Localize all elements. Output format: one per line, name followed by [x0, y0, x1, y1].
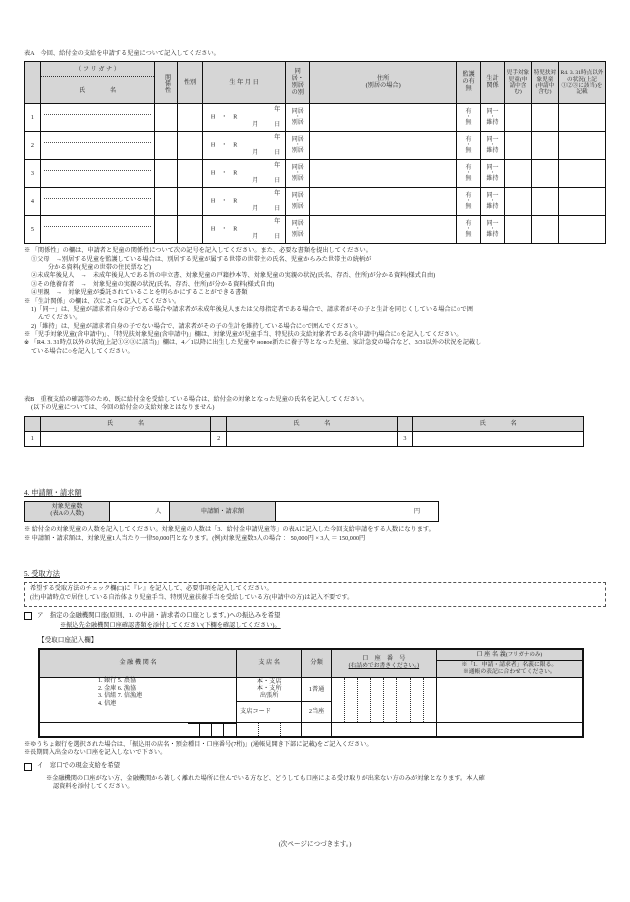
name-input-cell[interactable]: [226, 431, 397, 446]
name-input-cell[interactable]: [40, 160, 154, 188]
address-sub-label: (別居の場合): [365, 81, 401, 89]
r4-status-cell[interactable]: [558, 160, 605, 188]
kango-select-cell[interactable]: [457, 160, 481, 188]
kango-opt-b: 無: [465, 204, 472, 211]
tokuji-cell[interactable]: [531, 132, 558, 160]
dot-sep: ・: [295, 115, 301, 121]
instructions-box: [24, 582, 606, 607]
bank-type-option[interactable]: 3. 信組 7. 信漁連: [98, 693, 143, 700]
note-line: ③その他養育者 → 対象児童の実親の状況(氏名、存否、住所)が分かる資料(様式自由): [31, 280, 275, 288]
dokyo-opt-a: 同居: [291, 165, 304, 172]
name-input-cell[interactable]: [40, 188, 154, 216]
bunrui-touza-cell[interactable]: [302, 702, 332, 722]
section-4-title: 4. 申請額・請求額: [24, 489, 82, 497]
rowno-header: [25, 416, 41, 431]
relation-label: 関係性: [163, 73, 171, 93]
dot-sep: ・: [490, 171, 496, 177]
row-number: 5: [25, 216, 41, 244]
dokyo-select-cell[interactable]: [286, 188, 310, 216]
seikei-opt-b: 維持: [486, 204, 499, 211]
relation-input-cell[interactable]: [155, 104, 178, 132]
option-b-subnote-1: ※金融機関の口座がない方、金融機関から著しく離れた場所に住んでいる方など、どうしても口座による受け取りが出来ない方のみが対象となります。本人確: [46, 774, 485, 782]
seikei-opt-b: 維持: [486, 232, 499, 239]
dot-sep: ・: [295, 199, 301, 205]
tokuji-cell[interactable]: [531, 216, 558, 244]
kango-opt-a: 有: [465, 193, 472, 200]
holder-note-1: ※「1．申請・請求者」名義に限る。: [461, 662, 558, 669]
relation-input-cell[interactable]: [155, 216, 178, 244]
relation-header: [155, 62, 178, 104]
dokyo-opt-a: 同居: [291, 193, 304, 200]
account-number-input-cell[interactable]: [331, 677, 436, 722]
dot-sep: ・: [295, 227, 301, 233]
instruction-line: 希望する受取方法のチェック欄(□)に『レ』を記入して、必要事項を記入してください。: [30, 585, 273, 593]
name-header: 氏 名: [413, 416, 584, 431]
dob-era: H ・ R: [210, 226, 238, 233]
dob-month: 月: [252, 150, 259, 157]
note-line: ※ 申請額・請求額は、対象児童1人当たり一律50,000円となります。(例)対象児童数3人の場合 ： 50,000円 × 3人 ＝ 150,000円: [24, 535, 366, 543]
name-label: 氏 名: [78, 86, 117, 94]
sex-input-cell[interactable]: [178, 160, 203, 188]
dot-sep: ・: [466, 227, 472, 233]
nin-unit: 人: [155, 507, 162, 515]
r4-status-header: [558, 62, 605, 104]
dot-sep: ・: [295, 171, 301, 177]
bank-name-input-cell[interactable]: [40, 677, 237, 722]
jidou-teate-cell[interactable]: [504, 104, 531, 132]
seikei-select-cell[interactable]: [481, 132, 505, 160]
branch-line: 本・支店: [256, 677, 282, 685]
table-a-notes: [24, 247, 606, 356]
seikei-opt-b: 維持: [486, 148, 499, 155]
sex-input-cell[interactable]: [178, 216, 203, 244]
tableb-caption: 表B 重複支給の確認等のため、既に給付金を受給している場合は、給付金の対象となった児童の氏名を記入してください。: [24, 396, 369, 403]
jidou-teate-cell[interactable]: [504, 132, 531, 160]
dob-day: 日: [274, 178, 281, 185]
dokyo-select-cell[interactable]: [286, 216, 310, 244]
bank-account-box: [38, 648, 584, 738]
bunrui-header: 分類: [302, 649, 332, 677]
kango-label: 監護の有無: [462, 71, 475, 93]
dob-year: 年: [274, 163, 281, 170]
note-line: ②未成年後見人 → 未成年後見人である旨の申立書、対象児童の戸籍抄本等、対象児童の実親の状況(氏名、存否、住所)が分かる資料(様式自由): [31, 272, 436, 280]
note-line: ※ 「関係性」の欄は、申請者と児童の関係性について次の記号を記入してください。また、必要な書類を提出してください。: [24, 247, 372, 255]
row-number: 2: [211, 431, 227, 446]
dob-month: 月: [252, 206, 259, 213]
bank-code-digit-group[interactable]: [40, 723, 236, 736]
kango-select-cell[interactable]: [457, 132, 481, 160]
account-holder-small: (フリガナのみ): [505, 651, 543, 658]
jidou-teate-header: [504, 62, 531, 104]
branch-name-header: 支 店 名: [237, 649, 302, 677]
dot-sep: ・: [466, 143, 472, 149]
kango-opt-b: 無: [465, 232, 472, 239]
seikei-opt-a: 同一: [486, 137, 499, 144]
account-number-header: [331, 649, 436, 677]
dob-era: H ・ R: [210, 114, 238, 121]
bank-type-options[interactable]: [40, 678, 236, 710]
option-a-label: ア 指定の金融機関口座(原則、1. の申請・請求者の口座とします。)への振込みを希望: [37, 611, 281, 619]
dot-sep: ・: [490, 227, 496, 233]
seikei-opt-b: 維持: [486, 120, 499, 127]
bunrui-option-touza: 2当座: [308, 708, 325, 716]
child-count-label: 対象児童数: [51, 503, 83, 511]
jidou-teate-cell[interactable]: [504, 188, 531, 216]
branch-line: 本・支所: [256, 684, 282, 692]
dot-sep: ・: [490, 199, 496, 205]
dokyo-select-cell[interactable]: [286, 132, 310, 160]
note-line: ※ゆうちょ銀行を選択された場合は、「振込用の店名・預金種目・口座番号(7桁)」(通帳見開き下部に記載)をご記入ください。: [24, 740, 373, 748]
bank-type-option[interactable]: 2. 金庫 6. 漁協: [98, 685, 137, 692]
kango-opt-a: 有: [465, 109, 472, 116]
dob-input-cell[interactable]: [202, 188, 285, 216]
dokyo-opt-a: 同居: [291, 221, 304, 228]
bank-type-option[interactable]: 1. 銀行 5. 農協: [98, 677, 137, 684]
amount-table: [24, 501, 439, 522]
dokyo-select-cell[interactable]: [286, 104, 310, 132]
row-number: 3: [397, 431, 413, 446]
dokyo-opt-b: 別居: [291, 232, 304, 239]
account-number-sublabel: (右詰めでお書きください。): [348, 663, 420, 670]
sex-input-cell[interactable]: [178, 104, 203, 132]
table-a-children: [24, 61, 606, 244]
name-input-cell[interactable]: [40, 431, 211, 446]
dob-input-cell[interactable]: [202, 104, 285, 132]
dokyo-label: 同居・別居の別: [291, 67, 304, 96]
table-row: [25, 188, 606, 216]
page-footer: (次ページにつづきます。): [278, 841, 352, 848]
dot-sep: ・: [490, 143, 496, 149]
dokyo-select-cell[interactable]: [286, 160, 310, 188]
kango-opt-a: 有: [465, 165, 472, 172]
table-b-existing: [24, 416, 584, 447]
address-label: 住所: [376, 74, 390, 82]
dob-day: 日: [274, 150, 281, 157]
bank-name-header: 金 融 機 関 名: [40, 649, 237, 677]
dob-year: 年: [274, 219, 281, 226]
account-holder-header: [436, 649, 582, 660]
bank-type-option[interactable]: 4. 信連: [98, 701, 117, 708]
dob-month: 月: [252, 234, 259, 241]
address-input-cell[interactable]: [310, 216, 457, 244]
amount-label-cell: 申請額・請求額: [170, 501, 275, 521]
bank-section-title: 【受取口座記入欄】: [38, 636, 98, 644]
kango-opt-b: 無: [465, 176, 472, 183]
name-input-cell[interactable]: [413, 431, 584, 446]
bank-code-cells[interactable]: [40, 722, 237, 736]
dob-day: 日: [274, 122, 281, 129]
note-line: んでください。: [38, 314, 82, 322]
row-number: 2: [25, 132, 41, 160]
note-line: ている場合に○を記入してください。: [31, 347, 134, 355]
bank-code-row: [40, 722, 583, 736]
note-line: ※長期間入出金のない口座を記入しないで下さい。: [24, 748, 167, 756]
instruction-line: (注)申請時点で居住している自治体より児童手当、特別児童扶養手当を受給している方(申請中の方)は記入不要です。: [30, 594, 354, 602]
bank-code-digit[interactable]: [200, 723, 212, 736]
branch-name-input-cell[interactable]: [237, 677, 302, 702]
row-number: 3: [25, 160, 41, 188]
note-line: 2)「維持」は、児童が請求者自身の子でない場合で、請求者がその子の生計を維持している場合に○で囲んでください。: [31, 322, 362, 330]
dokyo-opt-b: 別居: [291, 176, 304, 183]
dob-month: 月: [252, 122, 259, 129]
option-a-row[interactable]: [24, 612, 606, 621]
bunrui-spacer-cell: [302, 722, 332, 736]
dob-era: H ・ R: [210, 170, 238, 177]
table-row: [25, 216, 606, 244]
tokuji-cell[interactable]: [531, 104, 558, 132]
address-input-cell[interactable]: [310, 188, 457, 216]
rowno-header: [397, 416, 413, 431]
row-number: 4: [25, 188, 41, 216]
note-line: ※ 「生計関係」の欄は、次によって記入してください。: [24, 297, 181, 305]
dokyo-opt-b: 別居: [291, 204, 304, 211]
tokuji-label: 特児扶対象児童(申請中含む): [533, 70, 557, 96]
name-header-cell: [40, 62, 154, 104]
seikei-opt-a: 同一: [486, 193, 499, 200]
kango-select-cell[interactable]: [457, 216, 481, 244]
address-input-cell[interactable]: [310, 104, 457, 132]
dot-sep: ・: [466, 115, 472, 121]
checkbox-option-a[interactable]: [24, 612, 32, 620]
account-holder-input-cell[interactable]: [436, 677, 582, 722]
note-line: ④里親 → 対象児童が委託されていることを明らかにすることができる書類: [31, 289, 248, 297]
option-b-row[interactable]: [24, 762, 606, 771]
table-row: [25, 132, 606, 160]
note-line: ①父母 →別居する児童を監護している場合は、別居する児童が属する世帯の世帯主の氏名、児童からみた世帯主の続柄が: [31, 255, 372, 263]
sex-header: 性別: [178, 62, 203, 104]
address-input-cell[interactable]: [310, 160, 457, 188]
bank-code-digit[interactable]: [188, 723, 200, 736]
tokuji-header: [531, 62, 558, 104]
branch-code-cell[interactable]: [237, 702, 302, 722]
kango-opt-b: 無: [465, 148, 472, 155]
relation-input-cell[interactable]: [155, 132, 178, 160]
child-count-sublabel: (表Aの人数): [50, 510, 84, 518]
seikei-opt-a: 同一: [486, 109, 499, 116]
furigana-label: （ フ リ ガ ナ ）: [41, 62, 154, 77]
dob-input-cell[interactable]: [202, 132, 285, 160]
note-line: ※ 給付金の対象児童の人数を記入してください。対象児童の人数は「3．給付金申請児童等」の表Aに記入した今回支給申請をする人数になります。: [24, 525, 435, 533]
r4-status-cell[interactable]: [558, 132, 605, 160]
rowno-header: [211, 416, 227, 431]
tableb-caption-2: (以下の児童については、今回の給付金の支給対象とはなりません): [31, 404, 215, 412]
kango-opt-b: 無: [465, 120, 472, 127]
dokyo-opt-b: 別居: [291, 120, 304, 127]
row-number: 1: [25, 431, 41, 446]
bank-input-row: [40, 677, 583, 702]
dob-month: 月: [252, 178, 259, 185]
sex-input-cell[interactable]: [178, 188, 203, 216]
account-holder-label: 口 座 名 義: [476, 650, 506, 658]
kango-select-cell[interactable]: [457, 188, 481, 216]
kango-select-cell[interactable]: [457, 104, 481, 132]
seikei-label: 生計関係: [486, 74, 499, 89]
holder-spacer-cell: [436, 722, 582, 736]
name-input-cell[interactable]: [40, 104, 154, 132]
option-a-subnote: ※振込先金融機関口座確認書類を添付してください(下欄を確認してください)。: [60, 622, 281, 630]
tokuji-cell[interactable]: [531, 188, 558, 216]
seikei-select-cell[interactable]: [481, 216, 505, 244]
rowno-header: [25, 62, 41, 104]
dob-era: H ・ R: [210, 142, 238, 149]
bank-code-digit[interactable]: [224, 723, 236, 736]
tokuji-cell[interactable]: [531, 160, 558, 188]
branch-line: 出張所: [259, 691, 279, 699]
dokyo-opt-a: 同居: [291, 109, 304, 116]
bank-header-row: [40, 649, 583, 660]
name-input-cell[interactable]: [40, 216, 154, 244]
account-holder-notes: [436, 660, 582, 677]
r4-status-cell[interactable]: [558, 216, 605, 244]
note-line: 1)「同一」は、児童が請求者自身の子である場合や請求者が未成年後見人または父母指定者である場合で、請求者がその子と生計を同じくしている場合に○で囲: [31, 305, 473, 313]
note-line: ※ 「R4. 3. 31時点以外の状況(上記①②③に該当)」欄は、4／1以降に出生した児童や новое新たに養子等となった児童、家計急変の場合など、3/31以外の状況を記載し: [24, 339, 482, 347]
child-count-input[interactable]: [110, 501, 170, 521]
branch-code-digits[interactable]: [237, 722, 302, 736]
kango-header: [457, 62, 481, 104]
dokyo-opt-b: 別居: [291, 148, 304, 155]
dob-year: 年: [274, 107, 281, 114]
name-header: 氏 名: [40, 416, 211, 431]
kango-opt-a: 有: [465, 221, 472, 228]
jidou-teate-label: 児手対象児童(申請中含む): [506, 70, 530, 96]
tablea-caption: 表A 今回、給付金の支給を申請する児童について記入してください。: [24, 50, 220, 57]
address-input-cell[interactable]: [310, 132, 457, 160]
option-b-subnote-2: 認資料を添付してください。: [53, 783, 134, 791]
dot-sep: ・: [490, 115, 496, 121]
option-b-label: イ 窓口での現金支給を希望: [37, 762, 121, 770]
r4-status-label: R4. 3. 31時点以外の状況(上記①②③に該当)を記載: [560, 70, 604, 96]
seikei-select-cell[interactable]: [481, 188, 505, 216]
r4-status-cell[interactable]: [558, 104, 605, 132]
dob-header: 生 年 月 日: [202, 62, 285, 104]
relation-input-cell[interactable]: [155, 160, 178, 188]
table-row: [25, 431, 584, 446]
checkbox-option-b[interactable]: [24, 763, 32, 771]
table-b-header-row: [25, 416, 584, 431]
dokyo-header: [286, 62, 310, 104]
seikei-select-cell[interactable]: [481, 104, 505, 132]
amount-input[interactable]: [275, 501, 438, 521]
dob-day: 日: [274, 234, 281, 241]
row-number: 1: [25, 104, 41, 132]
seikei-select-cell[interactable]: [481, 160, 505, 188]
dob-day: 日: [274, 206, 281, 213]
amount-row: [25, 501, 439, 521]
table-row: [25, 104, 606, 132]
seikei-header: [481, 62, 505, 104]
acct-spacer-cell: [331, 722, 436, 736]
r4-status-cell[interactable]: [558, 188, 605, 216]
name-header: 氏 名: [226, 416, 397, 431]
seikei-opt-a: 同一: [486, 221, 499, 228]
branch-code-label: 支店コード: [240, 708, 271, 716]
dob-input-cell[interactable]: [202, 216, 285, 244]
dot-sep: ・: [295, 143, 301, 149]
jidou-teate-cell[interactable]: [504, 160, 531, 188]
bank-table: [39, 649, 583, 737]
bunrui-futsuu-cell[interactable]: [302, 677, 332, 702]
dob-year: 年: [274, 191, 281, 198]
dot-sep: ・: [466, 171, 472, 177]
dot-sep: ・: [466, 199, 472, 205]
kango-opt-a: 有: [465, 137, 472, 144]
dob-year: 年: [274, 135, 281, 142]
note-line: 分かる資料(児童の世帯の住民票など): [48, 264, 152, 272]
bank-code-digit[interactable]: [212, 723, 224, 736]
seikei-opt-b: 維持: [486, 176, 499, 183]
dob-era: H ・ R: [210, 198, 238, 205]
seikei-opt-a: 同一: [486, 165, 499, 172]
section-5-title: 5. 受取方法: [24, 570, 60, 578]
bunrui-option-futsuu: 1普通: [308, 685, 325, 693]
note-line: ※ 「児手対象児童(含申請中)」、「特児扶対象児童(含申請中)」欄は、対象児童が児童手当、特児扶の支給対象者である(含申請中)場合に○を記入してください。: [24, 330, 463, 338]
dob-input-cell[interactable]: [202, 160, 285, 188]
sex-input-cell[interactable]: [178, 132, 203, 160]
account-number-label: 口 座 番 号: [362, 655, 406, 663]
address-header: [310, 62, 457, 104]
child-count-label-cell: [25, 501, 110, 521]
relation-input-cell[interactable]: [155, 188, 178, 216]
yen-unit: 円: [413, 507, 420, 515]
table-a-header-row: [25, 62, 606, 104]
dokyo-opt-a: 同居: [291, 137, 304, 144]
holder-note-2: ※通帳の表記に合わせてください。: [462, 668, 556, 675]
table-row: [25, 160, 606, 188]
jidou-teate-cell[interactable]: [504, 216, 531, 244]
name-input-cell[interactable]: [40, 132, 154, 160]
